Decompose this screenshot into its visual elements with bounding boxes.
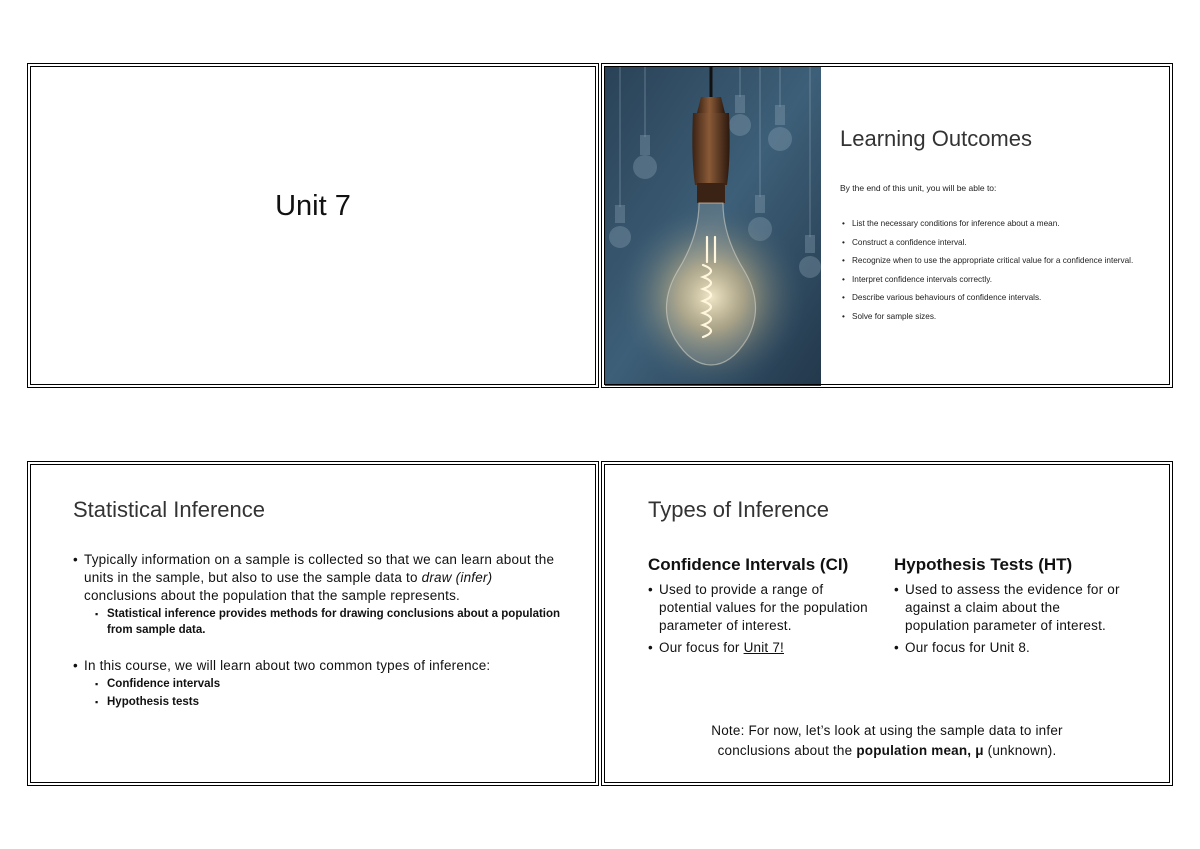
bullet-point: • Used to provide a range of potential values for the population parameter of interest. [648, 581, 878, 635]
note-text-part: (unknown). [983, 743, 1057, 758]
bullet-text: conclusions about the population that the sample represents. [84, 588, 460, 603]
intro-text: By the end of this unit, you will be able to: [840, 183, 997, 193]
slide-statistical-inference [27, 461, 599, 786]
list-item: • Solve for sample sizes. [842, 311, 1142, 322]
note-text [602, 721, 1172, 761]
note-line [602, 741, 1172, 761]
list-item: • Construct a confidence interval. [842, 237, 1142, 248]
list-item: • Recognize when to use the appropriate critical value for a confidence interval. [842, 255, 1142, 266]
sub-bullet: ▪ Statistical inference provides methods for drawing conclusions about a population from sample data. [73, 607, 563, 638]
column-heading: Hypothesis Tests (HT) [894, 555, 1073, 574]
slide-learning-outcomes [601, 63, 1173, 388]
bullet-point: • Our focus for Unit 8. [894, 639, 1124, 657]
slide-body [73, 551, 563, 710]
slide-title: Statistical Inference [73, 497, 265, 522]
sub-bullet: ▪ Hypothesis tests [73, 695, 563, 711]
ht-column [894, 555, 1124, 661]
note-bold-text: population mean, μ [856, 743, 984, 758]
bullet-text: Typically information on a sample is collected so that we can learn about the units in the sample, but also to use the sample data to [84, 552, 555, 585]
bullet-point [648, 639, 878, 657]
note-text-part: conclusions about the [717, 743, 857, 758]
bullet-text: Our focus for [659, 640, 744, 655]
note-line: Note: For now, let’s look at using the sample data to infer [711, 723, 1063, 738]
slide-unit-title [27, 63, 599, 388]
slide-title: Unit 7 [275, 190, 351, 222]
emphasis-text: draw (infer) [421, 570, 493, 585]
slide-title: Learning Outcomes [840, 126, 1032, 151]
outcome-list [842, 218, 1142, 329]
sub-bullet: ▪ Confidence intervals [73, 677, 563, 693]
column-heading: Confidence Intervals (CI) [648, 555, 849, 574]
list-item: • Describe various behaviours of confidence intervals. [842, 292, 1142, 303]
slide-title: Types of Inference [648, 497, 829, 522]
slide-types-of-inference [601, 461, 1173, 786]
bullet-point: • In this course, we will learn about two common types of inference: [73, 657, 563, 675]
unit-7-link[interactable]: Unit 7! [743, 640, 784, 655]
list-item: • List the necessary conditions for inference about a mean. [842, 218, 1142, 229]
light-bulb-image [605, 67, 821, 386]
bullet-point: • Used to assess the evidence for or against a claim about the population parameter of interest. [894, 581, 1124, 635]
ci-column [648, 555, 878, 661]
bullet-point [73, 551, 563, 605]
list-item: • Interpret confidence intervals correctly. [842, 274, 1142, 285]
